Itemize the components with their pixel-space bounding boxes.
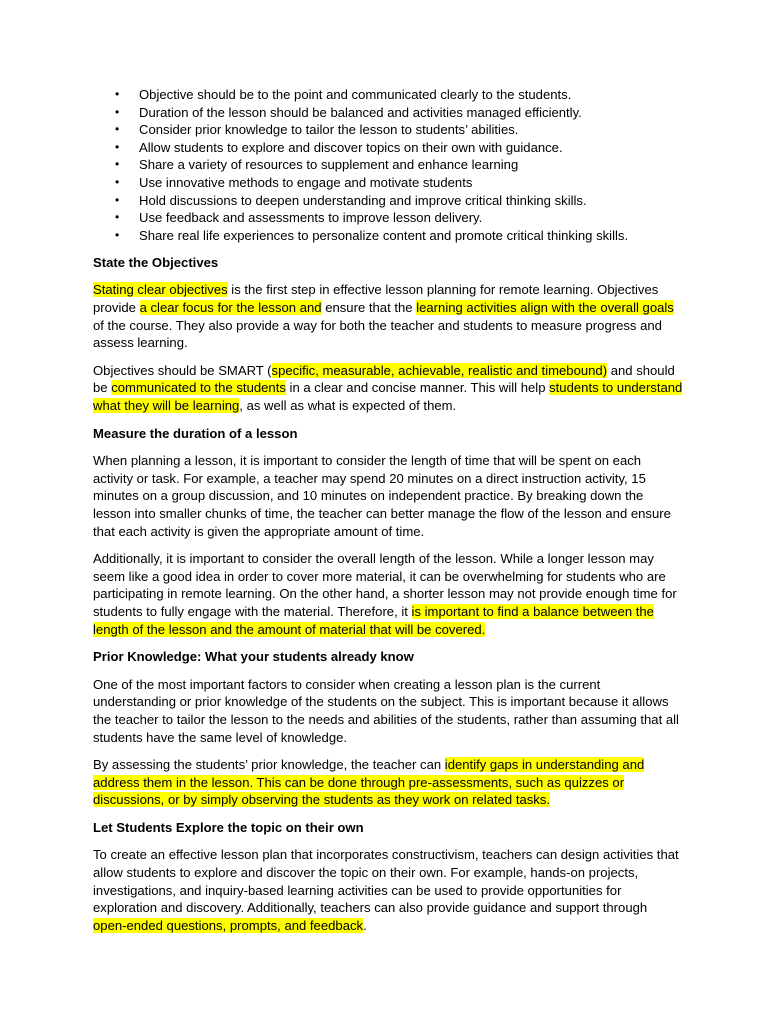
section-heading-explore: Let Students Explore the topic on their own	[93, 819, 364, 835]
section-heading-objectives: State the Objectives	[93, 254, 219, 270]
highlighted-text: open-ended questions, prompts, and feedback	[93, 917, 364, 933]
bullet-icon: •	[115, 122, 120, 137]
explore-paragraph-1: To create an effective lesson plan that incorporates constructivism, teachers can design activities that allow students to explore and discover the topic on their own. For example, hands-on projects, investigations, and inquiry-based learning activities can be used to provide opportunities for exploration and discovery. Additionally, teachers can also provide guidance and support through open-ended questions, prompts, and feedback.	[93, 847, 679, 933]
highlighted-text: is important to find a balance between the length of the lesson and the amount of material that will be covered.	[93, 603, 654, 637]
duration-paragraph-1: When planning a lesson, it is important to consider the length of time that will be spent on each activity or task. For example, a teacher may spend 20 minutes on a direct instruction activity, 15 minutes on a group discussion, and 10 minutes on independent practice. By breaking down the lesson into smaller chunks of time, the teacher can better manage the flow of the lesson and ensure that each activity is given the appropriate amount of time.	[93, 453, 671, 539]
section-heading-duration: Measure the duration of a lesson	[93, 425, 298, 441]
highlighted-text: specific, measurable, achievable, realistic and timebound)	[271, 362, 608, 378]
bullet-icon: •	[115, 174, 120, 189]
highlighted-text: learning activities align with the overall goals	[416, 300, 674, 316]
list-item: • Use feedback and assessments to improve lesson delivery.	[115, 210, 483, 226]
bullet-icon: •	[115, 87, 120, 101]
highlighted-text: Stating clear objectives	[93, 282, 228, 298]
highlighted-text: identify gaps in understanding and address them in the lesson. This can be done through pre-assessments, such as quizzes or discussions, or by simply observing the students as they work on related tasks.	[93, 757, 645, 808]
duration-paragraph-2: Additionally, it is important to consider the overall length of the lesson. While a longer lesson may seem like a good idea in order to cover more material, it can be overwhelming for students who are participating in remote learning. On the other hand, a shorter lesson may not provide enough time for students to fully engage with the material. Therefore, it is important to find a balance between the length of the lesson and the amount of material that will be covered.	[93, 551, 677, 637]
section-heading-prior-knowledge: Prior Knowledge: What your students already know	[93, 649, 414, 665]
bullet-icon: •	[115, 104, 120, 119]
objectives-paragraph-1: Stating clear objectives is the first step in effective lesson planning for remote learning. Objectives provide a clear focus for the lesson and ensure that the learning activities align with the overall goals of the course. They also provide a way for both the teacher and students to measure progress and assess learning.	[93, 282, 674, 351]
objectives-paragraph-2: Objectives should be SMART (specific, measurable, achievable, realistic and timebound) and should be communicated to the students in a clear and concise manner. This will help students to understand what they will be learning, as well as what is expected of them.	[93, 362, 683, 413]
list-item: • Duration of the lesson should be balanced and activities managed efficiently.	[115, 104, 582, 120]
prior-paragraph-2: By assessing the students’ prior knowledge, the teacher can identify gaps in understanding and address them in the lesson. This can be done through pre-assessments, such as quizzes or discussions, or by simply observing the students as they work on related tasks.	[93, 757, 645, 808]
list-item: • Use innovative methods to engage and motivate students	[115, 174, 473, 190]
list-item: • Share a variety of resources to supplement and enhance learning	[115, 157, 519, 173]
bullet-icon: •	[115, 192, 120, 207]
document-page	[93, 86, 683, 934]
prior-paragraph-1: One of the most important factors to consider when creating a lesson plan is the current understanding or prior knowledge of the students on the subject. This is important because it allows the teacher to tailor the lesson to the needs and abilities of the students, rather than assuming that all students have the same level of knowledge.	[93, 676, 679, 745]
bullet-icon: •	[115, 157, 120, 172]
list-item: • Allow students to explore and discover topics on their own with guidance.	[115, 139, 563, 155]
list-item: • Consider prior knowledge to tailor the lesson to students’ abilities.	[115, 122, 519, 138]
bullet-icon: •	[115, 210, 120, 225]
bullet-icon: •	[115, 227, 120, 242]
list-item: • Objective should be to the point and communicated clearly to the students.	[115, 87, 572, 102]
highlighted-text: students to understand what they will be learning	[93, 380, 683, 413]
list-item: • Hold discussions to deepen understanding and improve critical thinking skills.	[115, 192, 587, 208]
bullet-icon: •	[115, 139, 120, 154]
highlighted-text: communicated to the students	[111, 380, 286, 396]
tips-bullet-list	[93, 86, 683, 244]
highlighted-text: a clear focus for the lesson and	[139, 300, 322, 316]
list-item: • Share real life experiences to personalize content and promote critical thinking skills.	[115, 227, 629, 243]
